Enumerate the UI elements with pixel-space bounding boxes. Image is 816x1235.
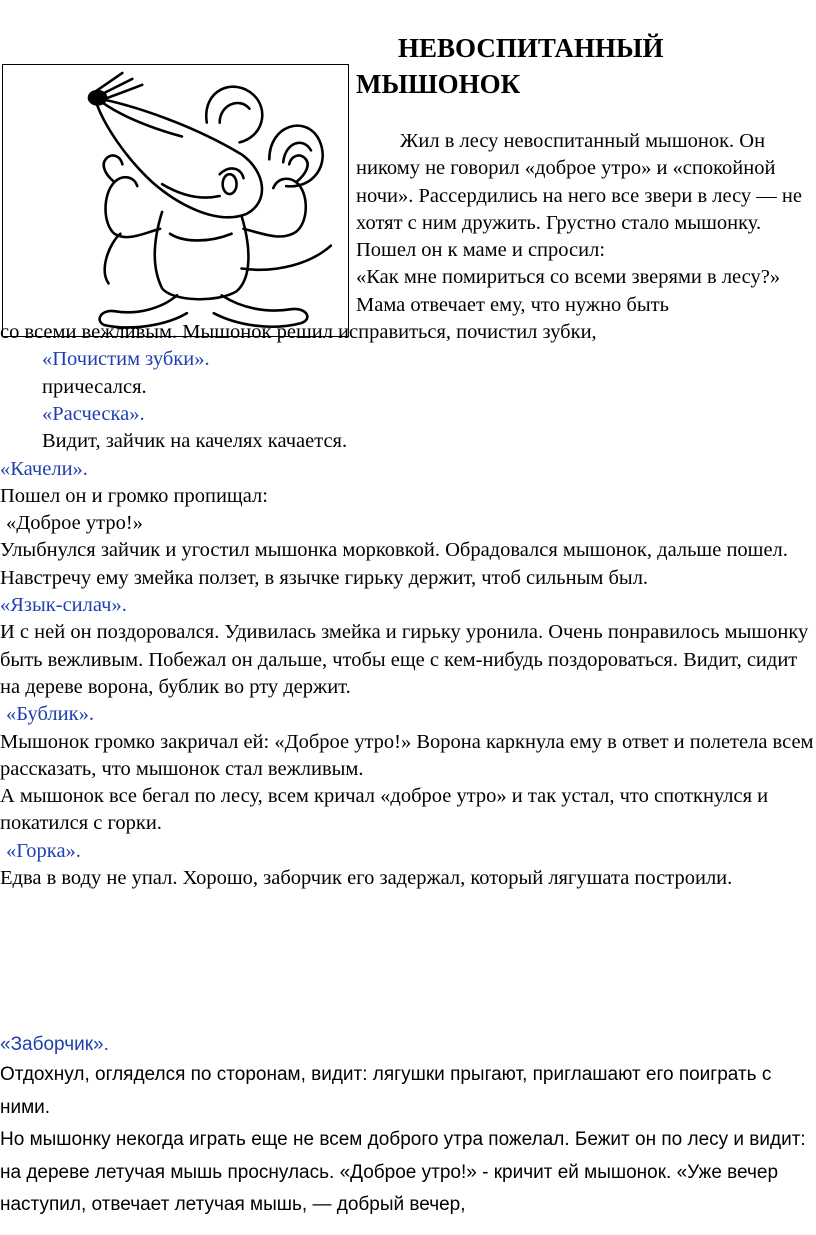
story-paragraph: Мышонок громко закричал ей: «Доброе утро!» Ворона каркнула ему в ответ и полетела всем рассказать, что мышонок стал вежливым. [0,730,814,780]
story-intro-question: «Как мне помириться со всеми зверями в лесу?» Мама отвечает ему, что нужно быть [356,266,781,316]
story-paragraph: Отдохнул, огляделся по сторонам, видит: лягушки прыгают, приглашают его поиграть с ними. [0,1064,772,1118]
exercise-cue: «Заборчик». [0,1034,109,1055]
exercise-cue: «Язык-силач». [0,594,127,617]
exercise-cue: «Качели». [0,457,88,480]
story-paragraph: Но мышонку некогда играть еще не всем доброго утра пожелал. Бежит он по лесу и видит: на дереве летучая мышь проснулась. «Доброе утро!» - кричит ей мышонок. «Уже вечер наступил, отвечает летучая мышь, — добрый вечер, [0,1129,806,1215]
story-line: со всеми вежливым. Мышонок решил исправиться, почистил зубки, [0,321,597,344]
story-continuation [0,1030,814,1222]
exercise-cue: «Расческа». [42,402,145,425]
story-paragraph: Улыбнулся зайчик и угостил мышонка морковкой. Обрадовался мышонок, дальше пошел. Навстречу ему змейка ползет, в язычке гирьку держит, чтоб сильным был. [0,539,788,589]
story-text [0,128,814,892]
exercise-cue: «Горка». [6,839,81,862]
story-paragraph: И с ней он поздоровался. Удивилась змейка и гирьку уронила. Очень понравилось мышонку быть вежливым. Побежал он дальше, чтобы еще с кем-нибудь поздороваться. Видит, сидит на дереве ворона, бублик во рту держит. [0,621,809,698]
story-intro: Жил в лесу невоспитанный мышонок. Он никому не говорил «доброе утро» и «спокойной ночи». Рассердились на него все звери в лесу — не хотят с ним дружить. Грустно стало мышонку. Пошел он к маме и спросил: [356,130,802,262]
story-paragraph: Едва в воду не упал. Хорошо, заборчик его задержал, который лягушата построили. [0,867,733,890]
story-paragraph: А мышонок все бегал по лесу, всем кричал «доброе утро» и так устал, что споткнулся и покатился с горки. [0,785,769,835]
exercise-cue: «Бублик». [6,703,94,726]
story-line: «Доброе утро!» [6,512,143,535]
exercise-cue: «Почистим зубки». [42,348,210,371]
story-line: причесался. [42,375,147,398]
page-title: НЕВОСПИТАННЫЙ МЫШОНОК [356,33,664,99]
story-line: Пошел он и громко пропищал: [0,484,268,507]
story-line: Видит, зайчик на качелях качается. [42,430,348,453]
